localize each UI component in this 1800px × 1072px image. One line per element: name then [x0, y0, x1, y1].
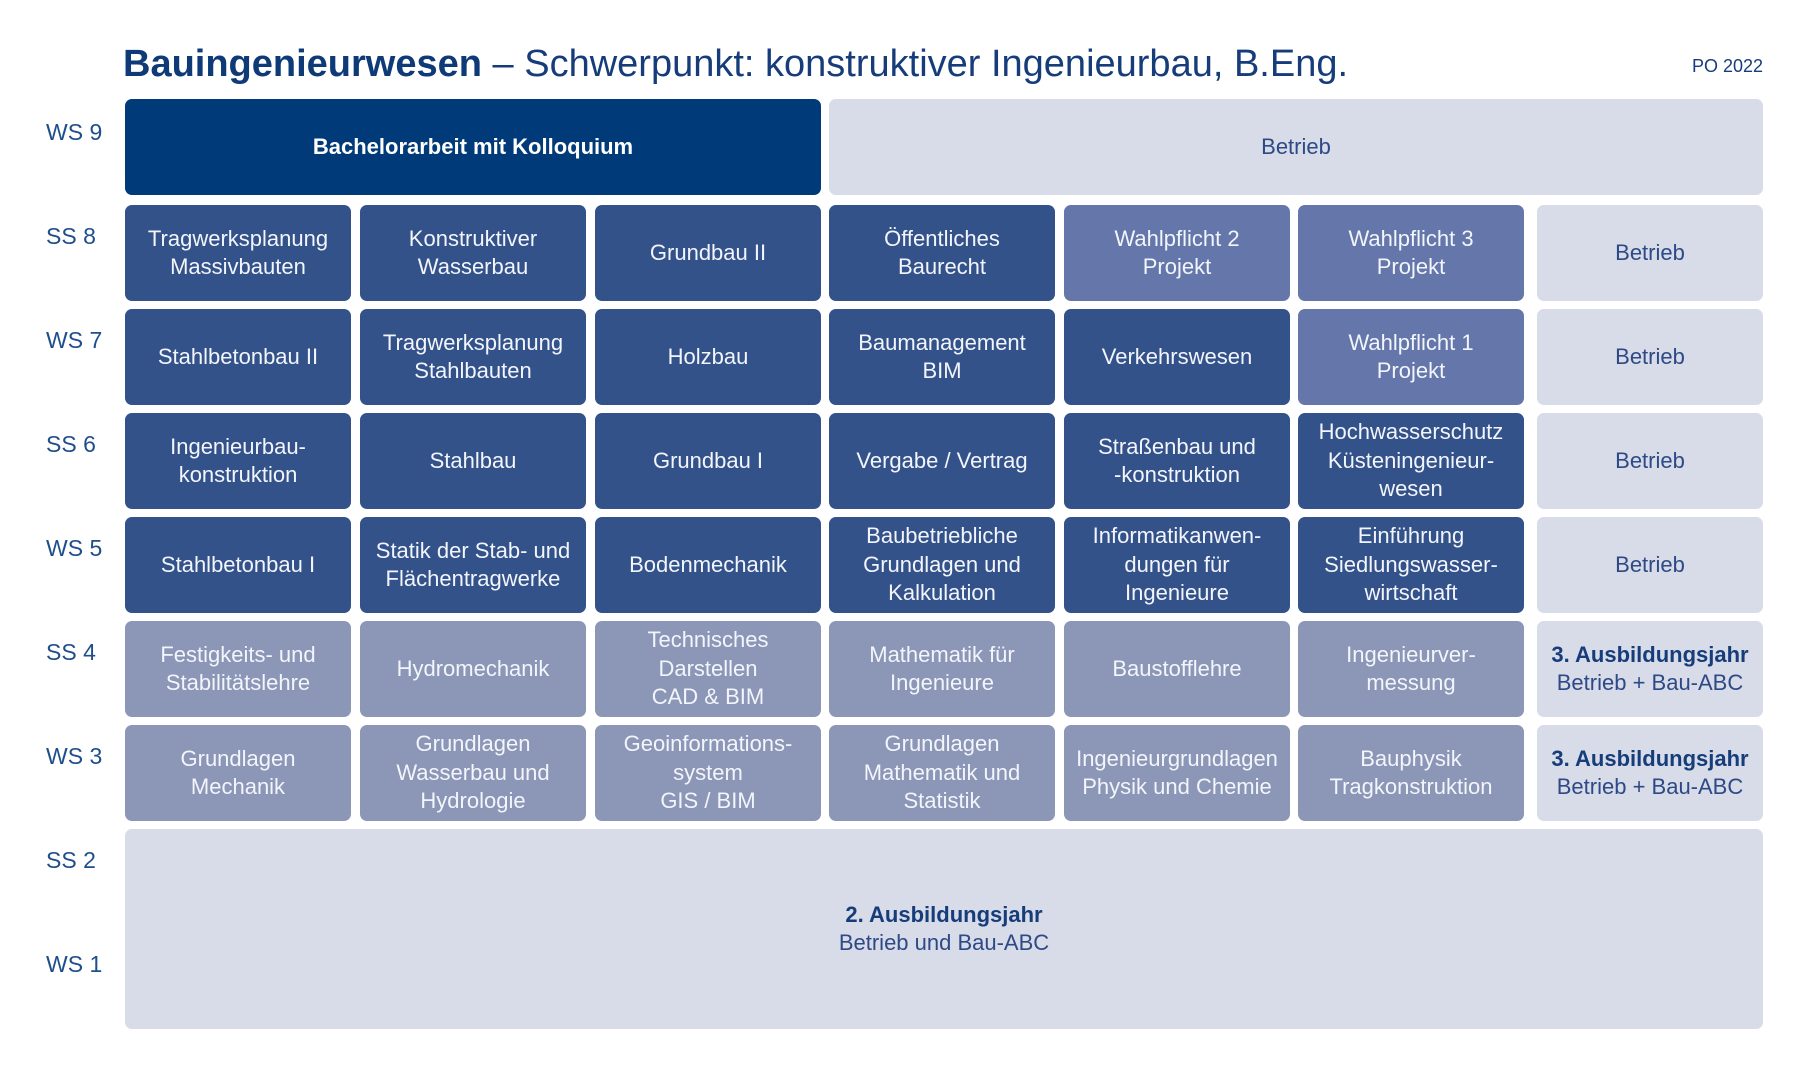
company-cell	[1537, 413, 1763, 509]
title-bold: Bauingenieurwesen	[123, 43, 482, 85]
module-cell: Grundbau II	[595, 205, 821, 301]
module-cell: Einführung Siedlungswasser- wirtschaft	[1298, 517, 1524, 613]
module-cell: Hydromechanik	[360, 621, 586, 717]
module-cell: Ingenieurgrundlagen Physik und Chemie	[1064, 725, 1290, 821]
module-cell: Geoinformations- system GIS / BIM	[595, 725, 821, 821]
module-cell: Tragwerksplanung Massivbauten	[125, 205, 351, 301]
po-label: PO 2022	[1691, 56, 1763, 76]
company-cell	[1537, 309, 1763, 405]
module-cell: Ingenieurver- messung	[1298, 621, 1524, 717]
thesis-cell: Bachelorarbeit mit Kolloquium	[125, 99, 821, 195]
module-cell: Grundbau I	[595, 413, 821, 509]
module-cell: Bauphysik Tragkonstruktion	[1298, 725, 1524, 821]
module-cell: Verkehrswesen	[1064, 309, 1290, 405]
semester-label: SS 6	[46, 431, 96, 457]
module-cell: Stahlbau	[360, 413, 586, 509]
module-cell: Baubetriebliche Grundlagen und Kalkulation	[829, 517, 1055, 613]
company-cell-text: Betrieb	[1615, 343, 1685, 369]
module-cell: Baustofflehre	[1064, 621, 1290, 717]
module-cell: Grundlagen Wasserbau und Hydrologie	[360, 725, 586, 821]
semester-label: WS 7	[46, 327, 103, 353]
module-cell: Festigkeits- und Stabilitätslehre	[125, 621, 351, 717]
module-cell: Technisches Darstellen CAD & BIM	[595, 621, 821, 717]
company-cell-text: Betrieb	[1615, 239, 1685, 265]
semester-label: WS 9	[46, 119, 103, 145]
company-cell	[1537, 725, 1763, 821]
semester-label: SS 2	[46, 847, 96, 873]
company-cell-bold: 3. Ausbildungsjahr	[1551, 641, 1749, 667]
company-cell-text: Betrieb + Bau-ABC	[1556, 774, 1744, 799]
company-cell-text: Betrieb	[1615, 551, 1685, 577]
module-cell: Stahlbetonbau II	[125, 309, 351, 405]
module-cell: Konstruktiver Wasserbau	[360, 205, 586, 301]
company-cell-text: Betrieb + Bau-ABC	[1556, 670, 1744, 695]
company-cell	[1537, 205, 1763, 301]
company-cell-text: Betrieb	[1615, 447, 1685, 473]
module-cell: Grundlagen Mechanik	[125, 725, 351, 821]
semester-label: SS 4	[46, 639, 96, 665]
semester-label: SS 8	[46, 223, 96, 249]
module-cell: Baumanagement BIM	[829, 309, 1055, 405]
semester-label: WS 3	[46, 743, 103, 769]
page-title	[123, 38, 1348, 90]
company-cell-bold: 3. Ausbildungsjahr	[1551, 745, 1749, 771]
module-cell: Wahlpflicht 3 Projekt	[1298, 205, 1524, 301]
module-cell: Wahlpflicht 2 Projekt	[1064, 205, 1290, 301]
module-cell: Grundlagen Mathematik und Statistik	[829, 725, 1055, 821]
module-cell: Mathematik für Ingenieure	[829, 621, 1055, 717]
module-cell: Straßenbau und -konstruktion	[1064, 413, 1290, 509]
company-cell	[1537, 621, 1763, 717]
apprenticeship-cell	[125, 829, 1763, 1029]
module-cell: Stahlbetonbau I	[125, 517, 351, 613]
apprenticeship-text: Betrieb und Bau-ABC	[838, 930, 1050, 955]
semester-label: WS 5	[46, 535, 103, 561]
module-cell: Bodenmechanik	[595, 517, 821, 613]
module-cell: Holzbau	[595, 309, 821, 405]
module-cell: Statik der Stab- und Flächentragwerke	[360, 517, 586, 613]
thesis-company-cell: Betrieb	[829, 99, 1763, 195]
company-cell	[1537, 517, 1763, 613]
title-rest: – Schwerpunkt: konstruktiver Ingenieurbau, B.Eng.	[481, 43, 1349, 85]
module-cell: Ingenieurbau- konstruktion	[125, 413, 351, 509]
module-cell: Öffentliches Baurecht	[829, 205, 1055, 301]
module-cell: Wahlpflicht 1 Projekt	[1298, 309, 1524, 405]
module-cell: Hochwasserschutz Küsteningenieur- wesen	[1298, 413, 1524, 509]
module-cell: Tragwerksplanung Stahlbauten	[360, 309, 586, 405]
semester-label: WS 1	[46, 951, 103, 977]
module-cell: Informatikanwen- dungen für Ingenieure	[1064, 517, 1290, 613]
apprenticeship-bold: 2. Ausbildungsjahr	[845, 901, 1043, 927]
module-cell: Vergabe / Vertrag	[829, 413, 1055, 509]
